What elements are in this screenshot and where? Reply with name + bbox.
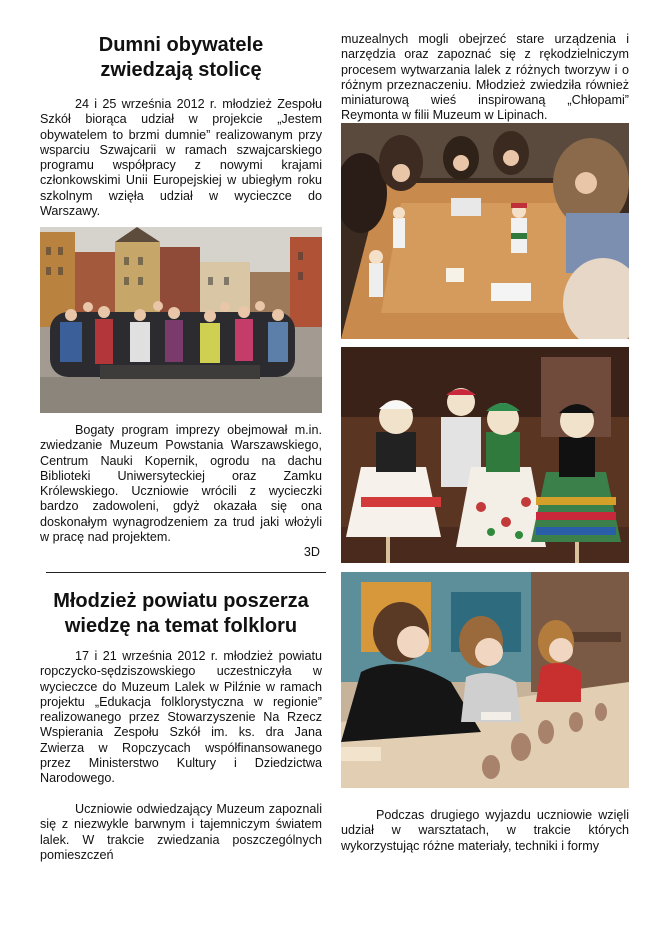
article1-signature: 3D bbox=[303, 545, 320, 559]
article1-paragraph2: Bogaty program imprezy obejmował m.in. zwiedzanie Muzeum Powstania Warszawskiego, Centrum Nauki Kopernik, ogrodu na dachu Biblioteki Uniwersyteckiej oraz Zamku Królewskiego. Uczniowie wrócili z wycieczki bardzo zadowoleni, gdyż okazała się ona doskonałym wynagrodzeniem za trud jaki włożyli w pracę nad projektem. bbox=[40, 423, 322, 545]
doll-workshop-photo bbox=[341, 123, 629, 339]
article2-title bbox=[38, 589, 324, 639]
article2-title-line2: wiedzę na temat folkloru bbox=[64, 615, 298, 637]
article2-title-line1: Młodzież powiatu poszerza bbox=[53, 590, 309, 612]
article2-paragraph3: Podczas drugiego wyjazdu uczniowie wzięli udział w warsztatach, w trakcie których wykorzystując różne materiały, techniki i formy bbox=[341, 808, 629, 853]
article2-paragraph2: Uczniowie odwiedzający Muzeum zapoznali się z niezwykle barwnym i tajemniczym światem lalek. W trakcie zwiedzania poszczególnych pomieszczeń bbox=[40, 802, 322, 862]
article1-title-line1: Dumni obywatele bbox=[98, 34, 264, 56]
clay-workshop-photo bbox=[341, 572, 629, 788]
article-divider bbox=[46, 572, 326, 573]
article2-paragraph1: 17 i 21 września 2012 r. młodzież powiatu ropczycko-sędziszowskiego uczestniczyła w wycieczce do Muzeum Lalek w Pilźnie w ramach projektu „Edukacja folklorystyczna w regionie” realizowanego przez Stowarzyszenie Na Rzecz Wspierania Zespołu Szkół im. ks. dra Jana Zwierza w Ropczycach współfinansowanego przez Ministerstwo Kultury i Dziedzictwa Narodowego. bbox=[40, 649, 322, 786]
article2-continuation: muzealnych mogli obejrzeć stare urządzenia i narzędzia oraz zapoznać się z rękodzielniczym procesem wytwarzania lalek z różnych tworzyw i o różnym przeznaczeniu. Młodzież zwiedziła również miniaturową wieś inspirowaną „Chłopami” Reymonta w filii Muzeum w Lipinach. bbox=[341, 32, 629, 123]
folk-dolls-photo bbox=[341, 347, 629, 563]
article1-paragraph1: 24 i 25 września 2012 r. młodzież Zespołu Szkół biorąca udział w projekcie „Jestem obywatelem to brzmi dumnie” realizowanym przy wsparciu Szwajcarii w ramach szwajcarskiego programu współpracy z nowymi krajami członkowskimi Unii Europejskiej w ubiegłym roku szkolnym wzięła udział w wycieczce do Warszawy. bbox=[40, 97, 322, 219]
article1-title-line2: zwiedzają stolicę bbox=[100, 59, 262, 81]
article1-title bbox=[40, 33, 322, 83]
warsaw-group-photo bbox=[40, 227, 322, 413]
